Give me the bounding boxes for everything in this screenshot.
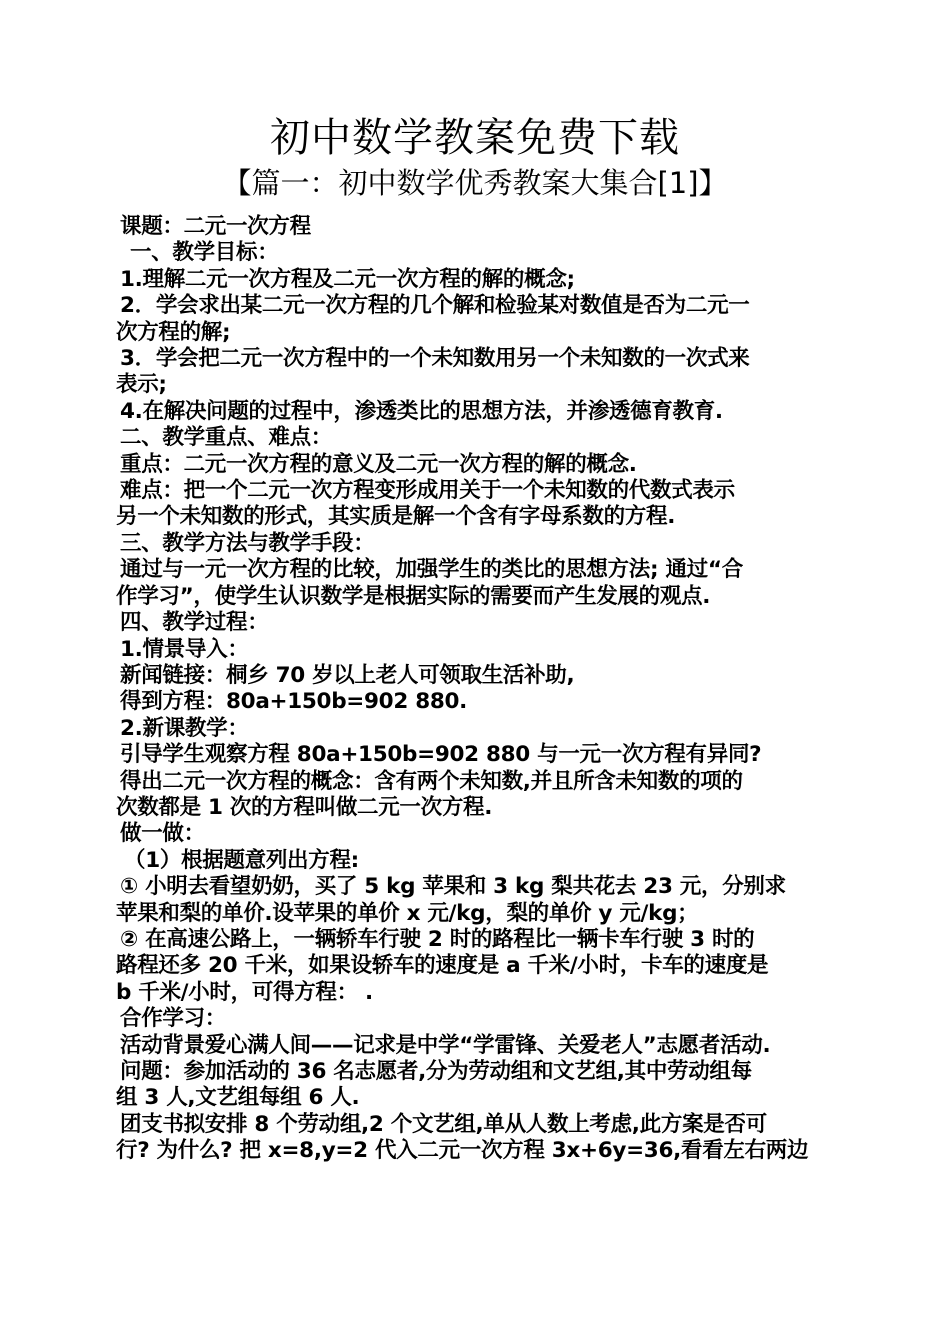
text-line: 1.情景导入： [120, 636, 249, 662]
text-line: 次数都是 1 次的方程叫做二元一次方程. [116, 794, 493, 820]
text-line: 通过与一元一次方程的比较，加强学生的类比的思想方法; 通过“合 [120, 557, 743, 583]
text-line: 作学习”，使学生认识数学是根据实际的需要而产生发展的观点. [116, 583, 711, 609]
text-line: 表示; [116, 372, 167, 398]
text-line: 次方程的解; [116, 319, 231, 345]
document-title: 初中数学教案免费下载 [270, 115, 680, 161]
text-line: 2．学会求出某二元一次方程的几个解和检验某对数值是否为二元一 [120, 293, 750, 319]
section-heading: 二、教学重点、难点： [120, 425, 333, 451]
text-line: 重点：二元一次方程的意义及二元一次方程的解的概念. [120, 451, 637, 477]
document-subtitle: 【篇一：初中数学优秀教案大集合[1]】 [222, 166, 728, 200]
text-line: b 千米/小时，可得方程： . [116, 979, 373, 1005]
text-line: 4.在解决问题的过程中，渗透类比的思想方法，并渗透德育教育. [120, 398, 723, 424]
text-line: （1）根据题意列出方程: [124, 847, 359, 873]
text-line: 3．学会把二元一次方程中的一个未知数用另一个未知数的一次式来 [120, 346, 750, 372]
text-line: 合作学习： [120, 1006, 227, 1032]
text-line: 另一个未知数的形式，其实质是解一个含有字母系数的方程. [116, 504, 676, 530]
text-line: 2.新课教学： [120, 715, 249, 741]
text-line: 做一做： [120, 821, 205, 847]
text-line: 组 3 人,文艺组每组 6 人. [116, 1085, 360, 1111]
text-line: 难点：把一个二元一次方程变形成用关于一个未知数的代数式表示 [120, 478, 735, 504]
section-heading: 一、教学目标： [130, 240, 279, 266]
text-line: 得到方程：80a+150b=902 880. [120, 689, 468, 715]
lesson-topic: 课题：二元一次方程 [120, 214, 311, 239]
text-line: ② 在高速公路上，一辆轿车行驶 2 时的路程比一辆卡车行驶 3 时的 [120, 926, 755, 952]
text-line: 活动背景爱心满人间——记求是中学“学雷锋、关爱老人”志愿者活动. [120, 1032, 771, 1058]
text-line: 团支书拟安排 8 个劳动组,2 个文艺组,单从人数上考虑,此方案是否可 [120, 1111, 767, 1137]
text-line: 新闻链接：桐乡 70 岁以上老人可领取生活补助, [120, 662, 575, 688]
text-line: 问题：参加活动的 36 名志愿者,分为劳动组和文艺组,其中劳动组每 [120, 1059, 752, 1084]
section-heading: 三、教学方法与教学手段： [120, 530, 375, 556]
document-body [116, 214, 836, 1165]
text-line: 1.理解二元一次方程及二元一次方程的解的概念; [120, 266, 575, 292]
text-line: 行? 为什么? 把 x=8,y=2 代入二元一次方程 3x+6y=36,看看左右两边 [116, 1138, 809, 1164]
text-line: 路程还多 20 千米，如果设轿车的速度是 a 千米/小时，卡车的速度是 [116, 953, 769, 979]
text-line: 引导学生观察方程 80a+150b=902 880 与一元一次方程有异同? [120, 742, 762, 768]
section-heading: 四、教学过程： [120, 610, 269, 636]
text-line: 苹果和梨的单价.设苹果的单价 x 元/kg，梨的单价 y 元/kg； [116, 900, 699, 926]
text-line: ① 小明去看望奶奶，买了 5 kg 苹果和 3 kg 梨共花去 23 元，分别求 [120, 874, 786, 900]
text-line: 得出二元一次方程的概念：含有两个未知数,并且所含未知数的项的 [120, 768, 743, 794]
